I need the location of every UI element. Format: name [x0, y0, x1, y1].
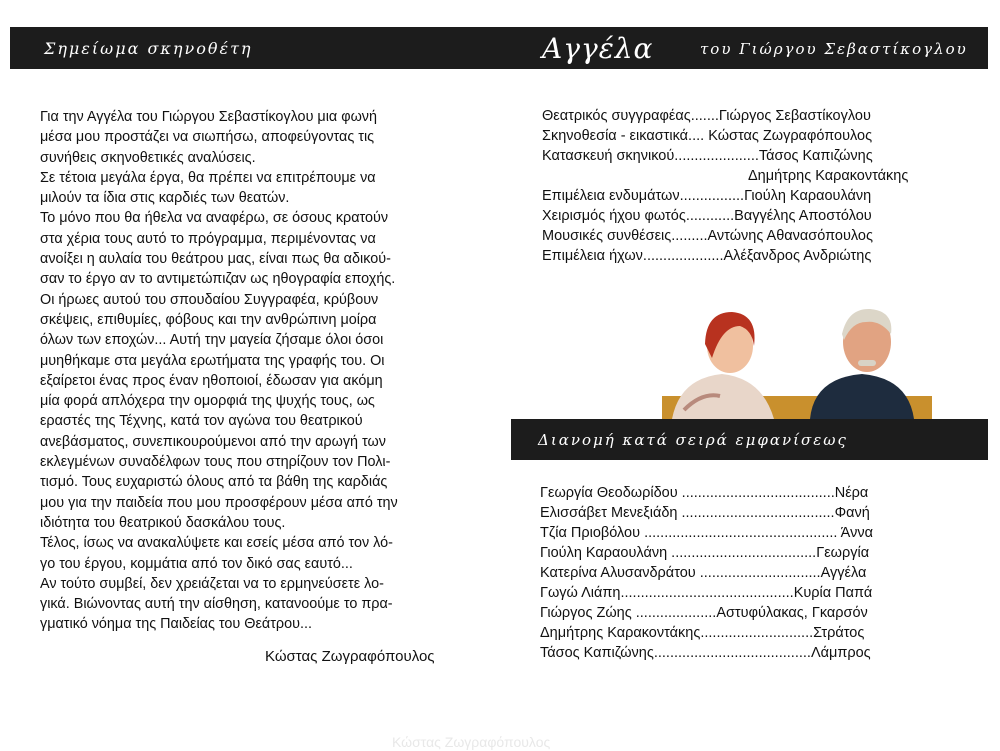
crew-line: Κατασκευή σκηνικού.....................Τάσος Καπιζώνης — [542, 148, 873, 164]
note-line: μιλούν τα ίδια στις καρδιές των θεατών. — [40, 190, 290, 207]
director-note — [40, 107, 495, 635]
note-line: μυηθήκαμε στα μεγάλα ερωτήματα της γραφής του. Οι — [40, 352, 385, 369]
note-line: ανεβάσματος, συνεπικουρούμενοι από την αρωγή των — [40, 433, 386, 450]
cast-photo — [662, 300, 932, 419]
note-line: μία φορά απλόχερα την ομορφιά της ψυχής τους, ως — [40, 393, 375, 410]
cast-line: Δημήτρης Καρακοντάκης............................Στράτος — [540, 625, 865, 641]
ghost-signature: Κώστας Ζωγραφόπουλος — [392, 734, 551, 750]
note-line: Σε τέτοια μεγάλα έργα, θα πρέπει να επιτρέπουμε να — [40, 169, 376, 186]
note-line: Το μόνο που θα ήθελα να αναφέρω, σε όσους κρατούν — [40, 210, 389, 227]
cast-line: Γιώργος Ζώης ....................Αστυφύλακας, Γκαρσόν — [540, 605, 868, 621]
note-line: Οι ήρωες αυτού του σπουδαίου Συγγραφέα, κρύβουν — [40, 291, 379, 308]
play-title: Αγγέλα — [542, 32, 654, 65]
cast-line: Γεωργία Θεοδωρίδου ......................................Νέρα — [540, 485, 869, 501]
note-line: εξαίρετοι ένας προς έναν ηθοποιοί, έδωσαν για ακόμη — [40, 372, 383, 389]
crew-credits — [542, 106, 908, 266]
note-line: σαν το έργο αν το αντιμετώπιζαν ως ηθογραφία εποχής. — [40, 271, 396, 288]
director-note-heading: Σημείωμα σκηνοθέτη — [44, 39, 253, 58]
note-line: τισμό. Τους ευχαριστώ όλους από τα βάθη της καρδιάς — [40, 474, 388, 491]
cast-line: Κατερίνα Αλυσανδράτου ..............................Αγγέλα — [540, 565, 867, 581]
note-line: μου για την παιδεία που μου προσφέρουν μέσα από την — [40, 494, 398, 511]
note-line: ιδιότητα του θεατρικού δασκάλου τους. — [40, 514, 286, 531]
cast-line: Γιούλη Καραουλάνη ....................................Γεωργία — [540, 545, 870, 561]
note-line: μέσα μου προστάζει να σιωπήσω, αποφεύγοντας τις — [40, 129, 375, 146]
cast-line: Ελισσάβετ Μενεξιάδη ......................................Φανή — [540, 505, 870, 521]
director-signature: Κώστας Ζωγραφόπουλος — [265, 648, 435, 665]
note-line: Αν τούτο συμβεί, δεν χρειάζεται να το ερμηνεύσετε λο- — [40, 575, 384, 592]
cast-heading: Διανομή κατά σειρά εμφανίσεως — [538, 431, 848, 449]
note-line: όλων των εποχών... Αυτή την μαγεία ζήσαμε όλοι όσοι — [40, 332, 384, 349]
crew-line: Σκηνοθεσία - εικαστικά.... Κώστας Ζωγραφόπουλος — [542, 128, 873, 144]
play-author: του Γιώργου Σεβαστίκογλου — [700, 40, 968, 58]
crew-line: Επιμέλεια ενδυμάτων................Γιούλη Καραουλάνη — [542, 188, 872, 204]
note-line: γικά. Βιώνοντας αυτή την αίσθηση, κατανοούμε το πρα- — [40, 596, 393, 613]
cast-line: Τζία Πριοβόλου ................................................ Άννα — [540, 525, 873, 541]
note-line: ανοίξει η αυλαία του θεάτρου μας, είναι πως θα αδικού- — [40, 251, 391, 268]
cast-list — [540, 483, 950, 663]
crew-line: Θεατρικός συγγραφέας.......Γιώργος Σεβαστίκογλου — [542, 108, 871, 124]
note-line: Για την Αγγέλα του Γιώργου Σεβαστίκογλου μια φωνή — [40, 109, 378, 125]
note-line: εραστές της Τέχνης, κατά τον αγώνα του θεατρικού — [40, 413, 363, 430]
crew-line: Χειρισμός ήχου φωτός............Βαγγέλης Αποστόλου — [542, 208, 872, 224]
note-line: γματικό νόημα της Παιδείας του Θεάτρου... — [40, 616, 312, 633]
note-line: στα χέρια τους αυτό το πρόγραμμα, περιμένοντας να — [40, 230, 376, 247]
crew-line: Δημήτρης Καρακοντάκης — [748, 168, 909, 184]
note-line: σκέψεις, επιθυμίες, φόβους και την ανθρώπινη μοίρα — [40, 311, 377, 328]
note-line: Τέλος, ίσως να ανακαλύψετε και εσείς μέσα από τον λό- — [40, 535, 393, 552]
crew-line: Μουσικές συνθέσεις.........Αντώνης Αθανασόπουλος — [542, 228, 873, 244]
crew-line: Επιμέλεια ήχων....................Αλέξανδρος Ανδριώτης — [542, 248, 872, 264]
cast-line: Γωγώ Λιάπη...........................................Κυρία Παπά — [540, 585, 873, 601]
header-band — [10, 27, 988, 69]
note-line: γο του έργου, κομμάτια από τον δικό σας εαυτό... — [40, 555, 353, 572]
cast-line: Τάσος Καπιζώνης.......................................Λάμπρος — [540, 645, 871, 661]
cast-heading-band — [511, 419, 988, 460]
note-line: συνήθεις σκηνοθετικές αναλύσεις. — [40, 149, 256, 166]
note-line: εκλεγμένων συναδέλφων τους που στηρίζουν τον Πολι- — [40, 454, 391, 471]
